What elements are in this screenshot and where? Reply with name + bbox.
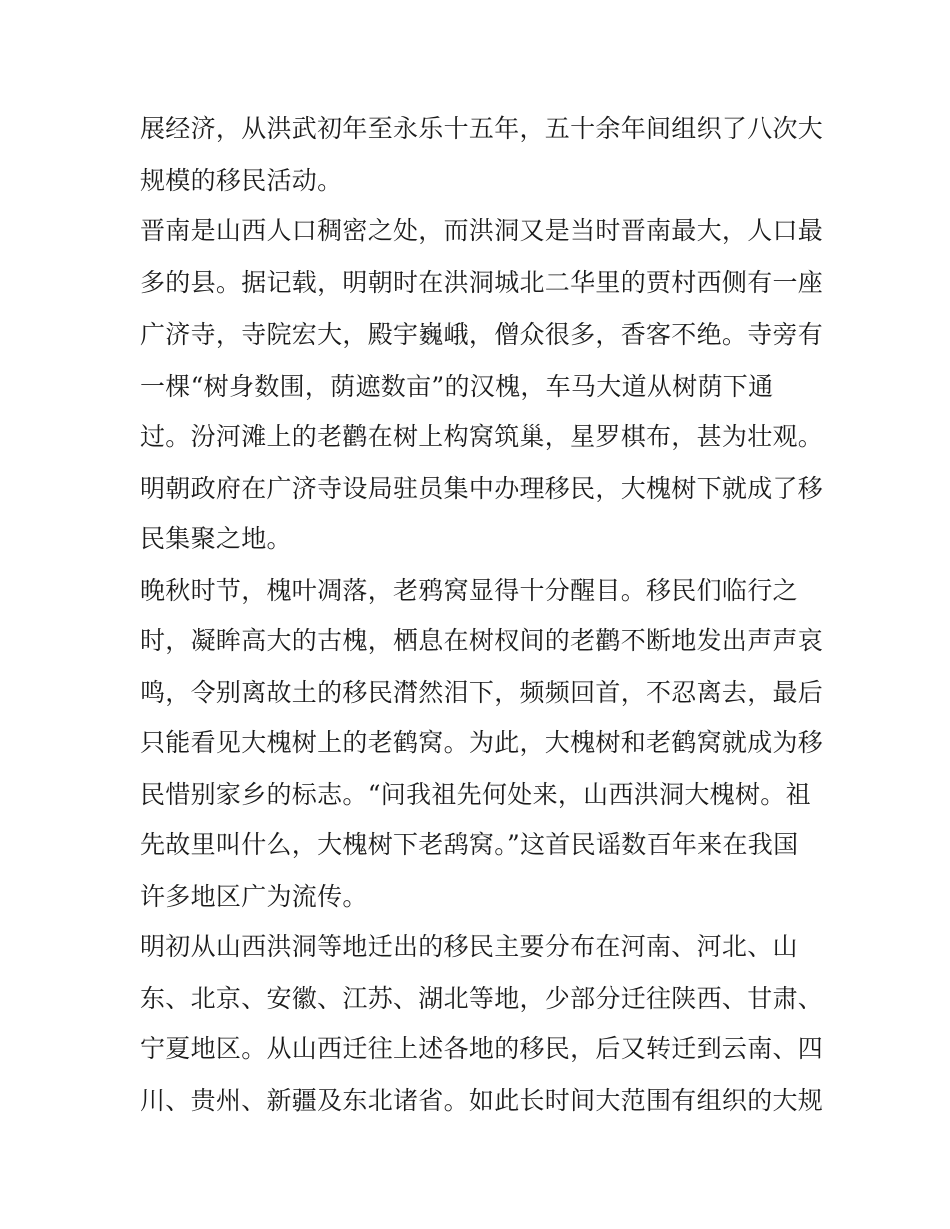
text-line: 民惜别家乡的标志。“问我祖先何处来，山西洪洞大槐树。祖 xyxy=(140,780,811,809)
text-line: 明初从山西洪洞等地迁出的移民主要分布在河南、河北、山 xyxy=(140,932,798,961)
text-line: 宁夏地区。从山西迁往上述各地的移民，后又转迁到云南、四 xyxy=(140,1034,824,1063)
text-line: 民集聚之地。 xyxy=(140,524,292,553)
text-line: 时，凝眸高大的古槐，栖息在树杈间的老鹳不断地发出声声哀 xyxy=(140,626,824,655)
text-line: 明朝政府在广济寺设局驻员集中办理移民，大槐树下就成了移 xyxy=(140,474,824,503)
text-line: 只能看见大槐树上的老鹤窝。为此，大槐树和老鹤窝就成为移 xyxy=(140,728,824,757)
text-line: 先故里叫什么，大槐树下老鸹窝。”这首民谣数百年来在我国 xyxy=(140,830,799,859)
text-line: 广济寺，寺院宏大，殿宇巍峨，僧众很多，香客不绝。寺旁有 xyxy=(140,320,824,349)
text-line: 鸣，令别离故土的移民潸然泪下，频频回首，不忍离去，最后 xyxy=(140,678,824,707)
text-line: 过。汾河滩上的老鹳在树上构窝筑巢，星罗棋布，甚为壮观。 xyxy=(140,422,824,451)
text-line: 晚秋时节，槐叶凋落，老鸦窝显得十分醒目。移民们临行之 xyxy=(140,576,798,605)
text-line: 川、贵州、新疆及东北诸省。如此长时间大范围有组织的大规 xyxy=(140,1086,824,1115)
text-line: 多的县。据记载，明朝时在洪洞城北二华里的贾村西侧有一座 xyxy=(140,268,824,297)
text-line: 展经济，从洪武初年至永乐十五年，五十余年间组织了八次大 xyxy=(140,114,824,143)
text-line: 东、北京、安徽、江苏、湖北等地，少部分迁往陕西、甘肃、 xyxy=(140,984,824,1013)
text-line: 规模的移民活动。 xyxy=(140,166,343,195)
text-line: 许多地区广为流传。 xyxy=(140,882,368,911)
text-line: 一棵“树身数围，荫遮数亩”的汉槐，车马大道从树荫下通 xyxy=(140,372,774,401)
text-line: 晋南是山西人口稠密之处，而洪洞又是当时晋南最大，人口最 xyxy=(140,216,824,245)
